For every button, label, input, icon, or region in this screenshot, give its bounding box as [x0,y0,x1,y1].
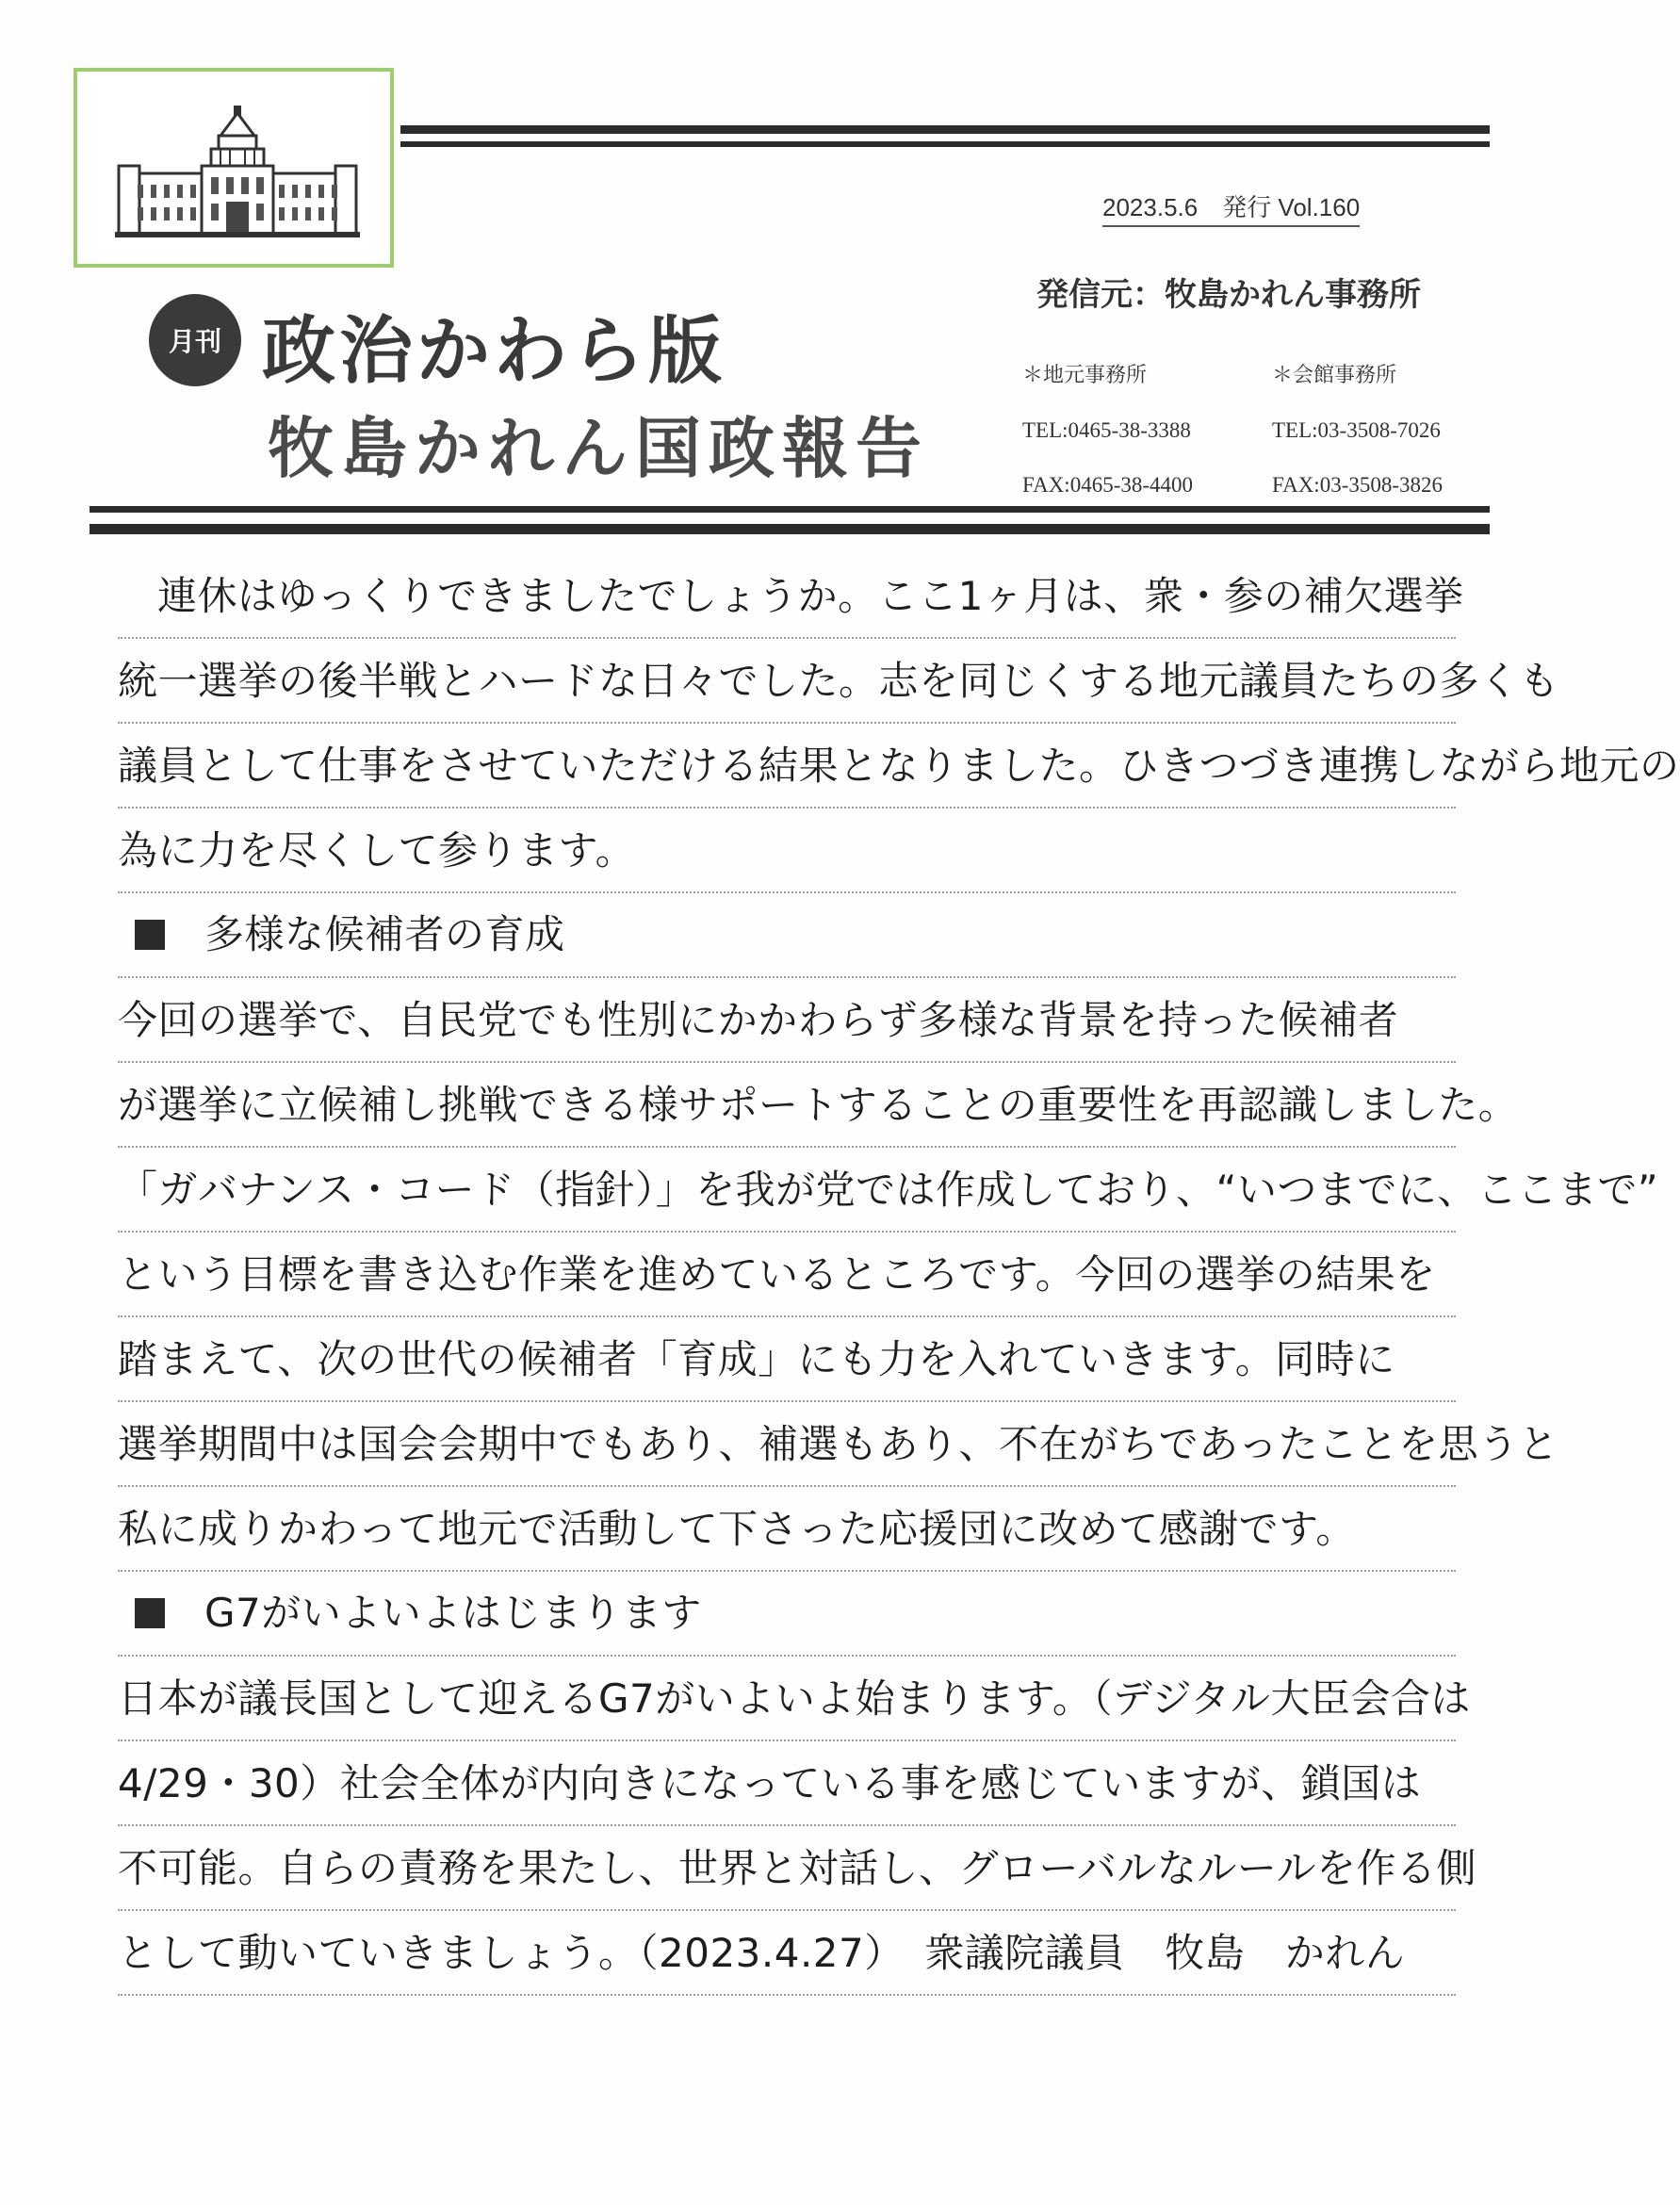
logo-box [73,68,394,268]
diet-building-icon [115,100,360,241]
monthly-badge: 月刊 [149,294,241,386]
text-line: 日本が議長国として迎えるG7がいよいよ始まります。（デジタル大臣会合は [118,1657,1456,1741]
text-line: 私に成りかわって地元で活動して下さった応援団に改めて感謝です。 [118,1487,1456,1572]
hall-office [1272,349,1443,513]
local-office [1022,349,1193,513]
text-line: 今回の選挙で、自民党でも性別にかかわらず多様な背景を持った候補者 [118,978,1456,1063]
office-fax: FAX:03-3508-3826 [1272,473,1443,497]
square-bullet-icon [135,1598,165,1628]
square-bullet-icon [135,920,165,950]
section-heading-text: 多様な候補者の育成 [204,911,565,957]
header-rule-top [400,125,1490,134]
section-heading-text: G7がいよいよはじまります [204,1590,702,1636]
office-tel: TEL:0465-38-3388 [1022,418,1191,442]
text-line: 4/29・30）社会全体が内向きになっている事を感じていますが、鎖国は [118,1741,1456,1826]
report-body [118,554,1680,1996]
text-line: が選挙に立候補し挑戦できる様サポートすることの重要性を再認識しました。 [118,1063,1456,1148]
text-line: 選挙期間中は国会会期中でもあり、補選もあり、不在がちであったことを思うと [118,1402,1456,1487]
text-line: 不可能。自らの責務を果たし、世界と対話し、グローバルなルールを作る側 [118,1826,1456,1911]
body-rule-top [90,506,1490,513]
publication-date: 2023.5.6 発行 Vol.160 [1102,188,1360,227]
body-rule-bottom [90,524,1490,534]
text-line: 踏まえて、次の世代の候補者「育成」にも力を入れていきます。同時に [118,1317,1456,1402]
office-name: ＊会館事務所 [1272,364,1397,387]
text-line: 「ガバナンス・コード（指針）」を我が党では作成しており、“いつまでに、ここまで” [118,1148,1456,1233]
text-line: として動いていきましょう。（2023.4.27） 衆議院議員 牧島 かれん [118,1911,1456,1996]
newsletter-subtitle: 牧島かれん国政報告 [268,410,929,487]
text-line: 議員として仕事をさせていただける結果となりました。ひきつづき連携しながら地元の [118,724,1456,808]
office-name: ＊地元事務所 [1022,364,1148,387]
office-fax: FAX:0465-38-4400 [1022,473,1194,497]
issuer: 発信元：牧島かれん事務所 [1036,276,1421,314]
newsletter-title: 政治かわら版 [262,309,726,394]
text-line: 為に力を尽くして参ります。 [118,808,1456,893]
office-tel: TEL:03-3508-7026 [1272,418,1441,442]
text-line: 連休はゆっくりできましたでしょうか。ここ1ヶ月は、衆・参の補欠選挙 [118,554,1456,639]
section-heading [118,1572,1456,1657]
text-line: という目標を書き込む作業を進めているところです。今回の選挙の結果を [118,1233,1456,1317]
section-heading [118,893,1456,978]
header-rule-bottom [400,141,1490,147]
text-line: 統一選挙の後半戦とハードな日々でした。志を同じくする地元議員たちの多くも [118,639,1456,724]
